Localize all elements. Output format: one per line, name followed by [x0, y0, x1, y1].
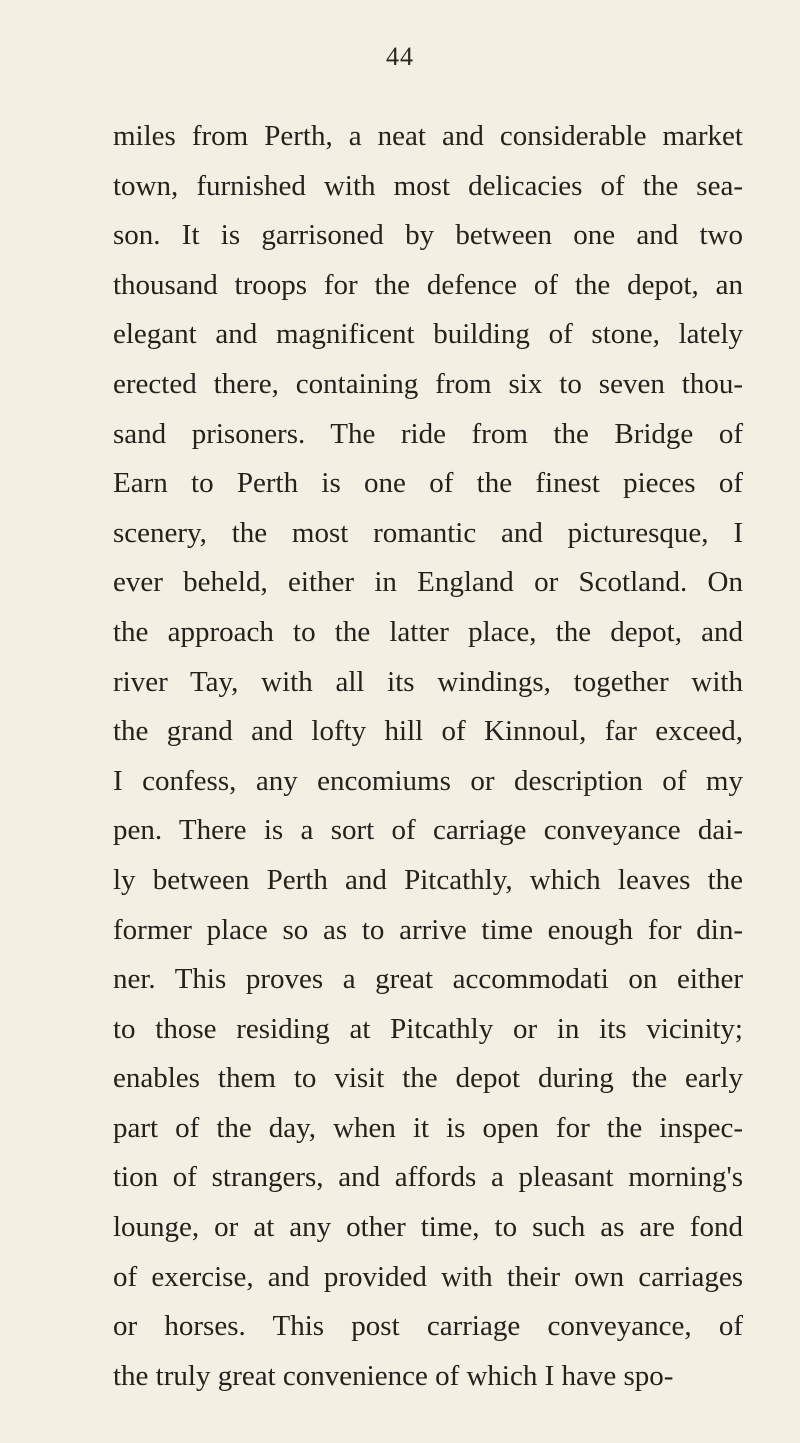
text-line: sand prisoners. The ride from the Bridge of	[113, 417, 743, 450]
text-line: of exercise, and provided with their own carriages	[113, 1260, 743, 1293]
text-line: miles from Perth, a neat and considerable market	[113, 120, 743, 152]
text-line: son. It is garrisoned by between one and two	[113, 219, 743, 252]
text-line: ly between Perth and Pitcathly, which leaves the	[113, 863, 743, 896]
page-number: 44	[386, 42, 414, 71]
text-line: Earn to Perth is one of the finest pieces of	[113, 467, 743, 500]
body-text	[113, 112, 743, 1401]
text-line: the truly great convenience of which I have spo-	[113, 1359, 674, 1392]
text-line: I confess, any encomiums or description of my	[113, 764, 743, 797]
text-line: tion of strangers, and affords a pleasant morning's	[113, 1161, 743, 1194]
text-line: to those residing at Pitcathly or in its vicinity;	[113, 1012, 743, 1045]
text-line: the grand and lofty hill of Kinnoul, far exceed,	[113, 715, 743, 748]
text-line: scenery, the most romantic and picturesque, I	[113, 516, 743, 549]
text-line: ner. This proves a great accommodati on either	[113, 963, 743, 996]
text-line: former place so as to arrive time enough for din-	[113, 913, 743, 946]
text-line: ever beheld, either in England or Scotland. On	[113, 566, 743, 599]
text-line: erected there, containing from six to seven thou-	[113, 367, 743, 400]
text-line: town, furnished with most delicacies of the sea-	[113, 169, 743, 202]
text-line: lounge, or at any other time, to such as are fond	[113, 1211, 743, 1244]
text-line: the approach to the latter place, the depot, and	[113, 615, 743, 648]
text-line: pen. There is a sort of carriage conveyance dai-	[113, 814, 743, 847]
text-line: or horses. This post carriage conveyance, of	[113, 1310, 743, 1343]
text-line: enables them to visit the depot during the early	[113, 1062, 743, 1095]
text-line: part of the day, when it is open for the inspec-	[113, 1111, 743, 1144]
text-line: river Tay, with all its windings, together with	[113, 665, 743, 698]
text-line: thousand troops for the defence of the depot, an	[113, 268, 743, 301]
text-line: elegant and magnificent building of stone, lately	[113, 318, 743, 351]
